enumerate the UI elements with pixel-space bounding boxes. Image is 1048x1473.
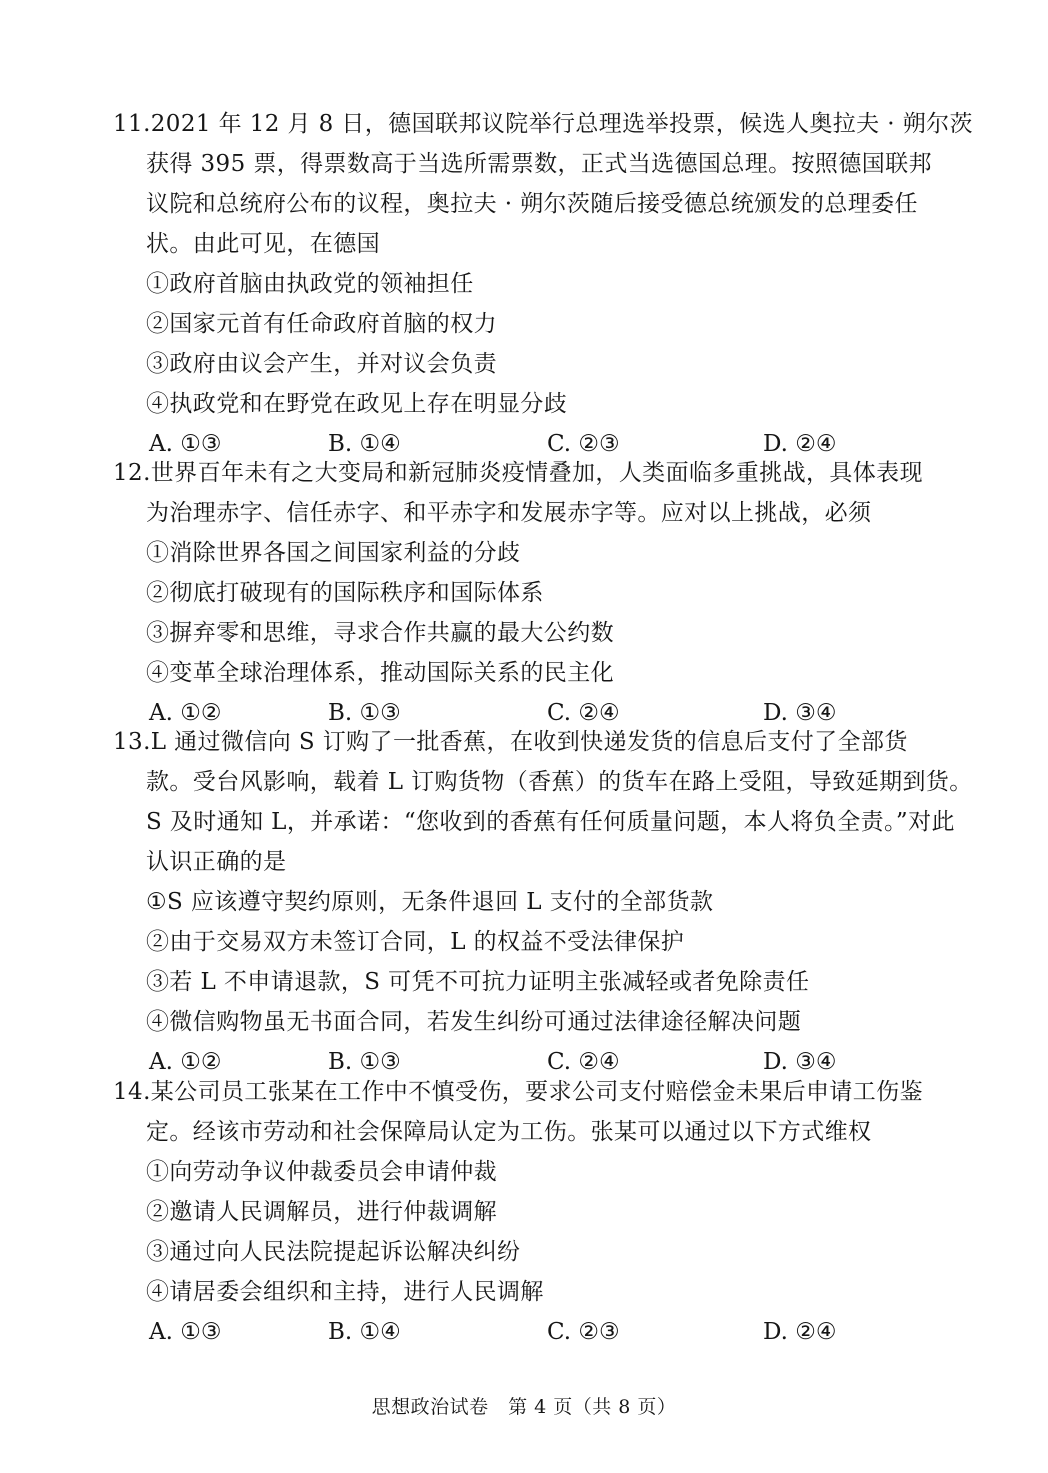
question-13 — [113, 722, 973, 1082]
statement-option: ④微信购物虽无书面合同，若发生纠纷可通过法律途径解决问题 — [146, 1009, 802, 1035]
question-12 — [113, 453, 943, 733]
statement-option: ②由于交易双方未签订合同，L 的权益不受法律保护 — [146, 929, 685, 955]
statement-option: ④变革全球治理体系，推动国际关系的民主化 — [146, 660, 614, 686]
question-stem-line: 为治理赤字、信任赤字、和平赤字和发展赤字等。应对以上挑战，必须 — [146, 500, 872, 526]
statement-option: ②国家元首有任命政府首脑的权力 — [146, 311, 497, 337]
question-stem-line: 获得 395 票，得票数高于当选所需票数，正式当选德国总理。按照德国联邦 — [146, 151, 932, 177]
choice-a[interactable]: A. ①③ — [149, 431, 222, 457]
question-14 — [113, 1072, 943, 1352]
statement-option: ②邀请人民调解员，进行仲裁调解 — [146, 1199, 497, 1225]
choice-c[interactable]: C. ②④ — [547, 1049, 620, 1075]
question-stem-line: 13.L 通过微信向 S 订购了一批香蕉，在收到快递发货的信息后支付了全部货 — [113, 729, 908, 755]
question-stem-line: 款。受台风影响，载着 L 订购货物（香蕉）的货车在路上受阻，导致延期到货。 — [146, 769, 973, 795]
question-stem-line: 状。由此可见，在德国 — [146, 231, 380, 257]
statement-option: ①向劳动争议仲裁委员会申请仲裁 — [146, 1159, 497, 1185]
choice-d[interactable]: D. ②④ — [763, 431, 837, 457]
choice-a[interactable]: A. ①② — [149, 1049, 222, 1075]
choice-c[interactable]: C. ②③ — [547, 1319, 620, 1345]
question-stem-line: S 及时通知 L，并承诺：“您收到的香蕉有任何质量问题，本人将负全责。”对此 — [146, 809, 955, 835]
statement-option: ③通过向人民法院提起诉讼解决纠纷 — [146, 1239, 521, 1265]
question-11 — [113, 104, 973, 464]
statement-option: ③政府由议会产生，并对议会负责 — [146, 351, 497, 377]
answer-choices — [113, 1312, 943, 1352]
question-stem-line: 12.世界百年未有之大变局和新冠肺炎疫情叠加，人类面临多重挑战，具体表现 — [113, 460, 923, 486]
page-footer: 思想政治试卷 第 4 页（共 8 页） — [371, 1396, 677, 1418]
statement-option: ③摒弃零和思维，寻求合作共赢的最大公约数 — [146, 620, 614, 646]
choice-d[interactable]: D. ③④ — [763, 700, 837, 726]
choice-b[interactable]: B. ①④ — [328, 1319, 401, 1345]
choice-c[interactable]: C. ②③ — [547, 431, 620, 457]
statement-option: ④执政党和在野党在政见上存在明显分歧 — [146, 391, 568, 417]
question-stem-line: 11.2021 年 12 月 8 日，德国联邦议院举行总理选举投票，候选人奥拉夫 · 朔尔茨 — [113, 111, 973, 137]
statement-option: ①S 应该遵守契约原则，无条件退回 L 支付的全部货款 — [146, 889, 714, 915]
statement-option: ①消除世界各国之间国家利益的分歧 — [146, 540, 521, 566]
choice-d[interactable]: D. ③④ — [763, 1049, 837, 1075]
choice-a[interactable]: A. ①③ — [149, 1319, 222, 1345]
choice-a[interactable]: A. ①② — [149, 700, 222, 726]
question-stem-line: 14.某公司员工张某在工作中不慎受伤，要求公司支付赔偿金未果后申请工伤鉴 — [113, 1079, 923, 1105]
choice-c[interactable]: C. ②④ — [547, 700, 620, 726]
statement-option: ③若 L 不申请退款，S 可凭不可抗力证明主张减轻或者免除责任 — [146, 969, 810, 995]
statement-option: ①政府首脑由执政党的领袖担任 — [146, 271, 474, 297]
statement-option: ④请居委会组织和主持，进行人民调解 — [146, 1279, 544, 1305]
choice-b[interactable]: B. ①③ — [328, 700, 401, 726]
choice-b[interactable]: B. ①③ — [328, 1049, 401, 1075]
question-stem-line: 认识正确的是 — [146, 849, 287, 875]
question-stem-line: 定。经该市劳动和社会保障局认定为工伤。张某可以通过以下方式维权 — [146, 1119, 872, 1145]
statement-option: ②彻底打破现有的国际秩序和国际体系 — [146, 580, 544, 606]
question-stem-line: 议院和总统府公布的议程，奥拉夫 · 朔尔茨随后接受德总统颁发的总理委任 — [146, 191, 918, 217]
choice-d[interactable]: D. ②④ — [763, 1319, 837, 1345]
choice-b[interactable]: B. ①④ — [328, 431, 401, 457]
